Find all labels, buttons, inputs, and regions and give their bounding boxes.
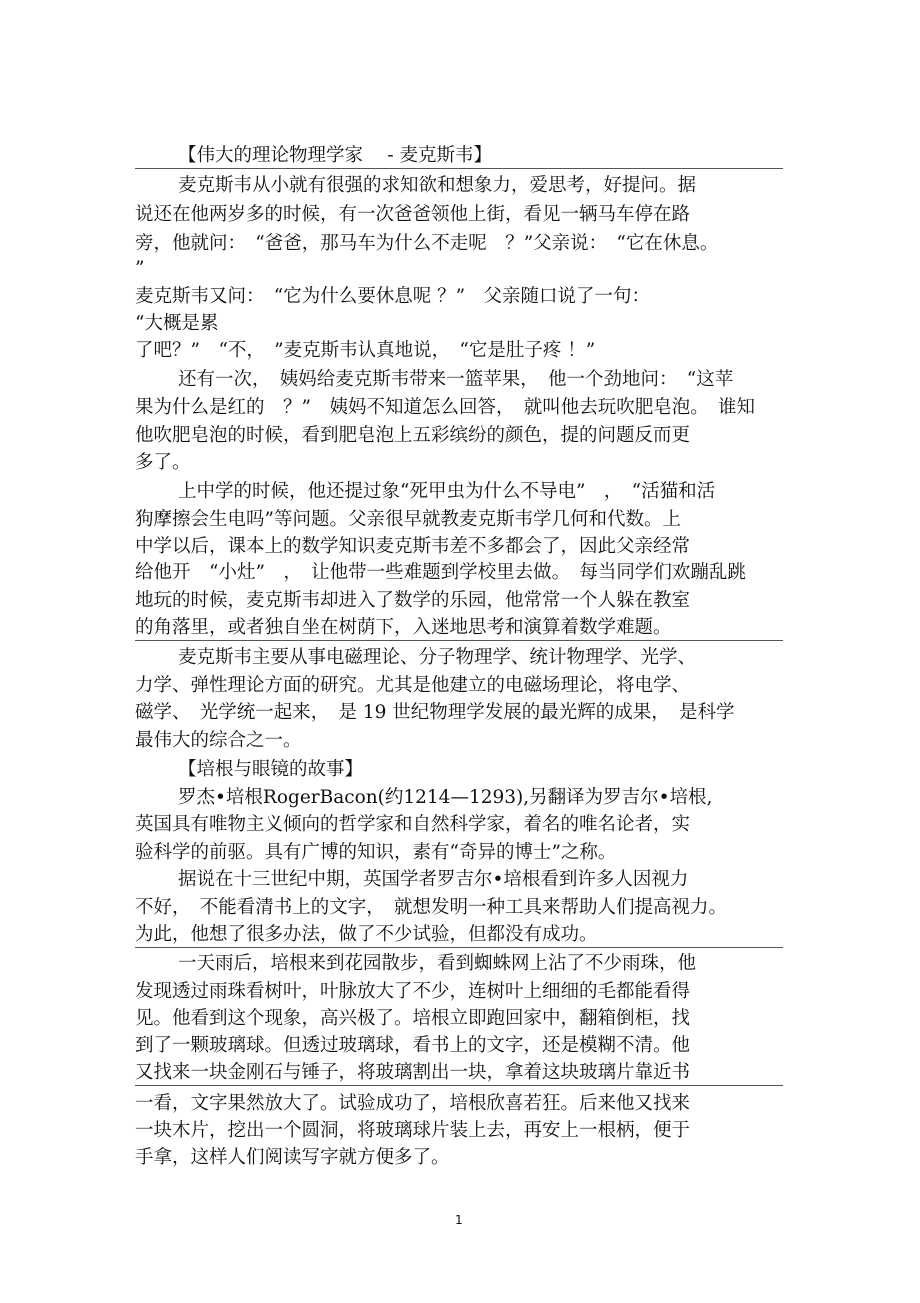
paragraph-line: 果为什么是红的 ？” 姨妈不知道怎么回答， 就叫他去玩吹肥皂泡。 谁知 <box>135 397 755 418</box>
horizontal-rule <box>135 640 783 641</box>
paragraph-line: 最伟大的综合之一。 <box>135 730 302 751</box>
paragraph-line: 说还在他两岁多的时候，有一次爸爸领他上街，看见一辆马车停在路 <box>135 204 691 225</box>
paragraph-line: 给他开 “小灶” ， 让他带一些难题到学校里去做。 每当同学们欢蹦乱跳 <box>135 562 746 583</box>
horizontal-rule <box>135 947 783 948</box>
paragraph-line: ” <box>135 258 145 279</box>
paragraph-line: 一看，文字果然放大了。试验成功了，培根欣喜若狂。后来他又找来 <box>135 1093 691 1114</box>
paragraph-line: 多了。 <box>135 452 191 473</box>
horizontal-rule <box>135 1085 783 1086</box>
paragraph-line: 的角落里，或者独自坐在树荫下，入迷地思考和演算着数学难题。 <box>135 617 672 638</box>
paragraph-line: 麦克斯韦从小就有很强的求知欲和想象力，爱思考，好提问。据 <box>178 175 697 196</box>
paragraph-line: 力学、弹性理论方面的研究。尤其是他建立的电磁场理论，将电学、 <box>135 675 691 696</box>
paragraph-line: 中学以后，课本上的数学知识麦克斯韦差不多都会了，因此父亲经常 <box>135 536 691 557</box>
paragraph-line: 罗杰•培根RogerBacon(约1214—1293),另翻译为罗吉尔•培根, <box>178 787 713 808</box>
section-heading-maxwell: 【伟大的理论物理学家 - 麦克斯韦】 <box>178 145 493 166</box>
paragraph-line: 磁学、 光学统一起来， 是 19 世纪物理学发展的最光辉的成果， 是科学 <box>135 702 735 723</box>
paragraph-line: 狗摩擦会生电吗”等问题。父亲很早就教麦克斯韦学几何和代数。上 <box>135 509 681 530</box>
paragraph-line: 旁，他就问： “爸爸，那马车为什么不走呢 ？”父亲说： “它在休息。 <box>135 233 719 254</box>
paragraph-line: 还有一次， 姨妈给麦克斯韦带来一篮苹果， 他一个劲地问： “这苹 <box>178 369 734 390</box>
paragraph-line: 发现透过雨珠看树叶，叶脉放大了不少，连树叶上细细的毛都能看得 <box>135 981 691 1002</box>
page-number: 1 <box>455 1213 463 1227</box>
paragraph-line: 手拿，这样人们阅读写字就方便多了。 <box>135 1147 450 1168</box>
paragraph-line: 据说在十三世纪中期，英国学者罗吉尔•培根看到许多人因视力 <box>178 869 689 890</box>
paragraph-line: 一块木片，挖出一个圆洞，将玻璃球片装上去，再安上一根柄，便于 <box>135 1120 691 1141</box>
paragraph-line: 麦克斯韦主要从事电磁理论、分子物理学、统计物理学、光学、 <box>178 647 697 668</box>
paragraph-line: 不好， 不能看清书上的文字， 就想发明一种工具来帮助人们提高视力。 <box>135 897 728 918</box>
horizontal-rule <box>135 168 783 169</box>
paragraph-line: 为此，他想了很多办法，做了不少试验，但都没有成功。 <box>135 924 598 945</box>
paragraph-line: 英国具有唯物主义倾向的哲学家和自然科学家，着名的唯名论者，实 <box>135 814 691 835</box>
paragraph-line: 验科学的前驱。具有广博的知识，素有“奇异的博士”之称。 <box>135 842 617 863</box>
paragraph-line: 了吧？” “不， ”麦克斯韦认真地说， “它是肚子疼 ！” <box>135 340 596 361</box>
paragraph-line: 上中学的时候，他还提过象“死甲虫为什么不导电” ， “活猫和活 <box>178 481 716 502</box>
paragraph-line: 地玩的时候，麦克斯韦却进入了数学的乐园，他常常一个人躲在教室 <box>135 590 691 611</box>
paragraph-line: 一天雨后，培根来到花园散步，看到蜘蛛网上沾了不少雨珠，他 <box>178 953 697 974</box>
paragraph-line: 又找来一块金刚石与锤子，将玻璃割出一块，拿着这块玻璃片靠近书 <box>135 1062 691 1083</box>
section-heading-bacon: 【培根与眼镜的故事】 <box>178 759 364 780</box>
paragraph-line: 麦克斯韦又问： “它为什么要休息呢 ？” 父亲随口说了一句： <box>135 286 651 307</box>
paragraph-line: 到了一颗玻璃球。但透过玻璃球，看书上的文字，还是模糊不清。他 <box>135 1035 691 1056</box>
paragraph-line: 他吹肥皂泡的时候，看到肥皂泡上五彩缤纷的颜色，提的问题反而更 <box>135 425 691 446</box>
paragraph-line: 见。他看到这个现象，高兴极了。培根立即跑回家中，翻箱倒柜，找 <box>135 1008 691 1029</box>
paragraph-line: “大概是累 <box>135 313 219 334</box>
